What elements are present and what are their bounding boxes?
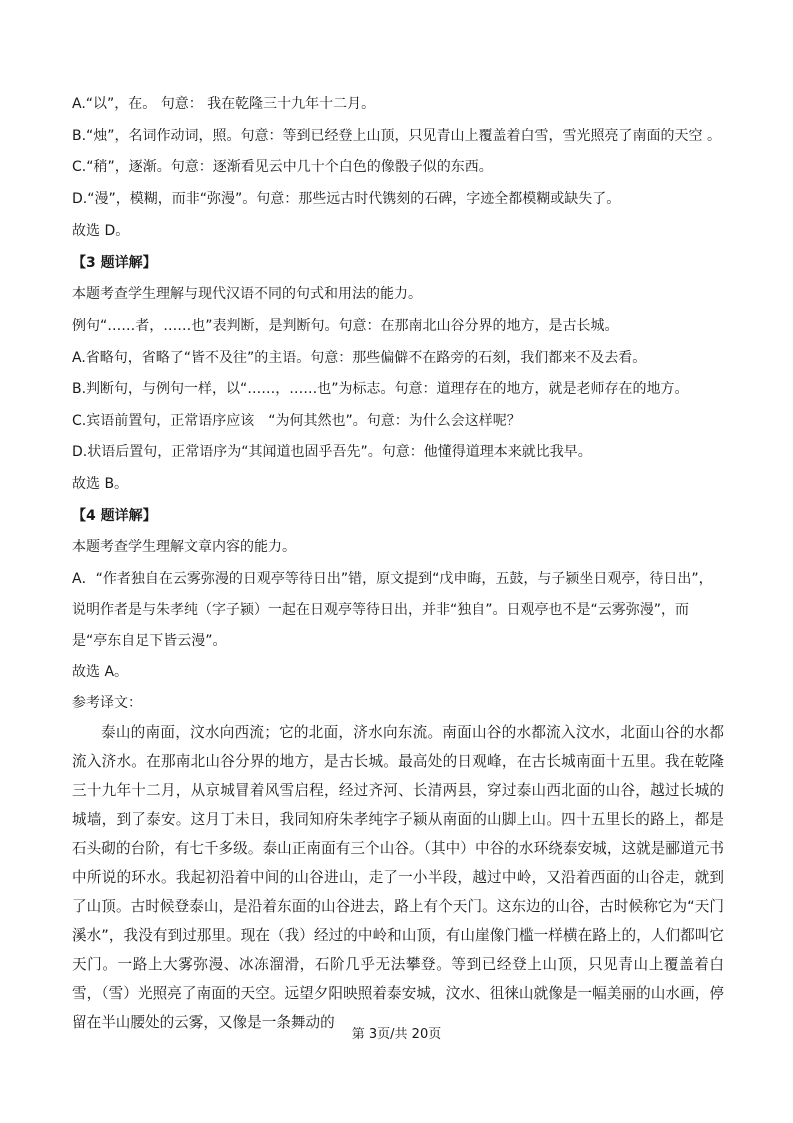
- translation-label: 参考译文：: [72, 695, 142, 711]
- option-a-line: 是“亭东自足下皆云漫”。: [72, 633, 227, 649]
- option-a-line: 说明作者是与朱孝纯（字子颍）一起在日观亭等待日出，并非“独自”。日观亭也不是“云雾弥漫”，而: [72, 602, 690, 618]
- option-c-line: C.“稍”，逐渐。句意：逐渐看见云中几十个白色的像骰子似的东西。: [72, 159, 493, 175]
- option-a-line: A.省略句，省略了“皆不及往”的主语。句意：那些偏僻不在路旁的石刻，我们都来不及去看。: [72, 350, 647, 366]
- option-d-line: D.状语后置句，正常语序为“其闻道也固乎吾先”。句意：他懂得道理本来就比我早。: [72, 444, 592, 460]
- answer-line: 故选 D。: [72, 223, 130, 239]
- option-c-line: C.宾语前置句，正常语序应该 “为何其然也”。句意：为什么会这样呢？: [72, 413, 521, 429]
- option-b-line: B.“烛”，名词作动词，照。句意：等到已经登上山顶，只见青山上覆盖着白雪，雪光照亮了南面的天空 。: [72, 128, 722, 144]
- page-number-footer: 第 3页/共 20页: [351, 1027, 442, 1042]
- section-heading-3: 【3 题详解】: [72, 255, 157, 271]
- section-heading-4: 【4 题详解】: [72, 508, 157, 524]
- analysis-line: 本题考查学生理解与现代汉语不同的句式和用法的能力。: [72, 286, 422, 302]
- answer-line: 故选 A。: [72, 664, 129, 680]
- answer-line: 故选 B。: [72, 476, 129, 492]
- option-a-line: A．“作者独自在云雾弥漫的日观亭等待日出”错，原文提到“戊申晦，五鼓，与子颍坐日观亭，待日出”，: [72, 571, 713, 587]
- analysis-line: 本题考查学生理解文章内容的能力。: [72, 539, 296, 555]
- analysis-line: 例句“……者，……也”表判断，是判断句。句意：在那南北山谷分界的地方，是古长城。: [72, 318, 619, 334]
- option-b-line: B.判断句，与例句一样，以“……，……也”为标志。句意：道理存在的地方，就是老师存在的地方。: [72, 381, 689, 397]
- option-d-line: D.“漫”，模糊，而非“弥漫”。句意：那些远古时代镌刻的石碑，字迹全都模糊或缺失了。: [72, 191, 621, 207]
- translation-paragraph: 泰山的南面，汶水向西流；它的北面，济水向东流。南面山谷的水都流入汶水，北面山谷的水都流入济水。在那南北山谷分界的地方，是古长城。最高处的日观峰，在古长城南面十五里。我在乾隆三十九年十二月，从京城冒着风雪启程，经过齐河、长清两县，穿过泰山西北面的山谷，越过长城的城墙，到了泰安。这月丁未日，我同知府朱孝纯字子颍从南面的山脚上山。四十五里长的路上，都是石头砌的台阶，有七千多级。泰山正南面有三个山谷。（其中）中谷的水环绕泰安城，这就是郦道元书中所说的环水。我起初沿着中间的山谷进山，走了一小半段，越过中岭，又沿着西面的山谷走，就到了山顶。古时候登泰山，是沿着东面的山谷进去，路上有个天门。这东边的山谷，古时候称它为“天门溪水”，我没有到过那里。现在（我）经过的中岭和山顶，有山崖像门槛一样横在路上的，人们都叫它天门。一路上大雾弥漫、冰冻溜滑，石阶几乎无法攀登。等到已经登上山顶，只见青山上覆盖着白雪，（雪）光照亮了南面的天空。远望夕阳映照着泰安城，汶水、徂徕山就像是一幅美丽的山水画，停留在半山腰处的云雾，又像是一条舞动的: [72, 724, 724, 1031]
- option-a-line: A.“以”，在。 句意： 我在乾隆三十九年十二月。: [72, 96, 376, 112]
